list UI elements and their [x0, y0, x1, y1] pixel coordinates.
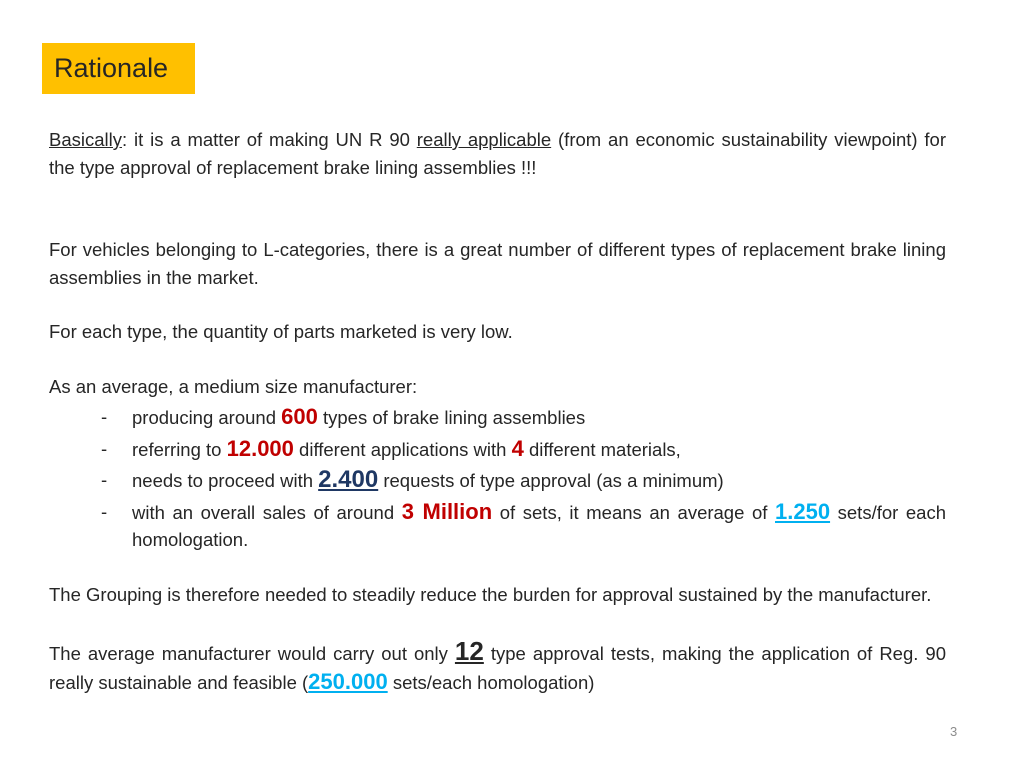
paragraph-average-tests — [49, 638, 946, 696]
dash-bullet: - — [101, 406, 108, 427]
list-item — [49, 435, 946, 464]
basically-label: Basically — [49, 129, 122, 150]
applications-count: 12.000 — [226, 435, 294, 461]
dash-bullet: - — [101, 469, 108, 490]
p1-text-a: : it is a matter of making UN R 90 — [122, 129, 417, 150]
b3-text-b: requests of type approval (as a minimum) — [383, 470, 724, 491]
requests-count: 2.400 — [318, 466, 379, 493]
types-count: 600 — [281, 404, 318, 429]
materials-count: 4 — [511, 435, 524, 461]
b4-text-c: sets/for each homologation. — [132, 501, 947, 550]
list-item — [49, 403, 946, 432]
b2-text-a: referring to — [132, 438, 227, 460]
tests-count: 12 — [454, 636, 484, 666]
b1-text-b: types of brake lining assemblies — [317, 407, 586, 428]
dash-bullet: - — [101, 500, 108, 522]
paragraph-l-categories: For vehicles belonging to L-categories, there is a great number of different types of replacement brake lining assemblies in the market. — [49, 239, 946, 288]
b2-text-c: different materials, — [523, 438, 681, 460]
b2-text-b: different applications with — [293, 438, 512, 460]
p6-text-b: type approval tests, making the application of Reg. 90 really sustainable and feasible ( — [49, 643, 946, 693]
sales-count: 3 Million — [401, 498, 493, 524]
list-item — [49, 466, 946, 495]
really-applicable-text: really applicable — [416, 129, 552, 150]
b4-text-b: of sets, it means an average of — [492, 501, 775, 523]
p1-text-b: (from an economic sustainability viewpoint) for the type approval of replacement brake lining assemblies !!! — [49, 129, 947, 178]
paragraph-average-manufacturer — [49, 373, 946, 554]
slide-title: Rationale — [42, 43, 195, 94]
dash-bullet: - — [101, 437, 108, 459]
page-number: 3 — [950, 724, 958, 739]
p6-text-a: The average manufacturer would carry out only — [49, 643, 455, 664]
p6-text-c: sets/each homologation) — [387, 671, 595, 693]
paragraph-quantity: For each type, the quantity of parts marketed is very low. — [49, 321, 513, 342]
b4-text-a: with an overall sales of around — [132, 501, 402, 523]
sets-per-homologation: 250.000 — [308, 668, 388, 694]
average-intro: As an average, a medium size manufacturer: — [49, 375, 418, 397]
paragraph-grouping: The Grouping is therefore needed to steadily reduce the burden for approval sustained by the manufacturer. — [49, 583, 932, 605]
b3-text-a: needs to proceed with — [132, 470, 319, 491]
b1-text-a: producing around — [132, 407, 282, 428]
list-item — [49, 498, 946, 554]
sets-average: 1.250 — [775, 498, 831, 524]
slide-body — [49, 126, 946, 696]
paragraph-basically — [49, 126, 946, 181]
manufacturer-list — [49, 403, 946, 554]
